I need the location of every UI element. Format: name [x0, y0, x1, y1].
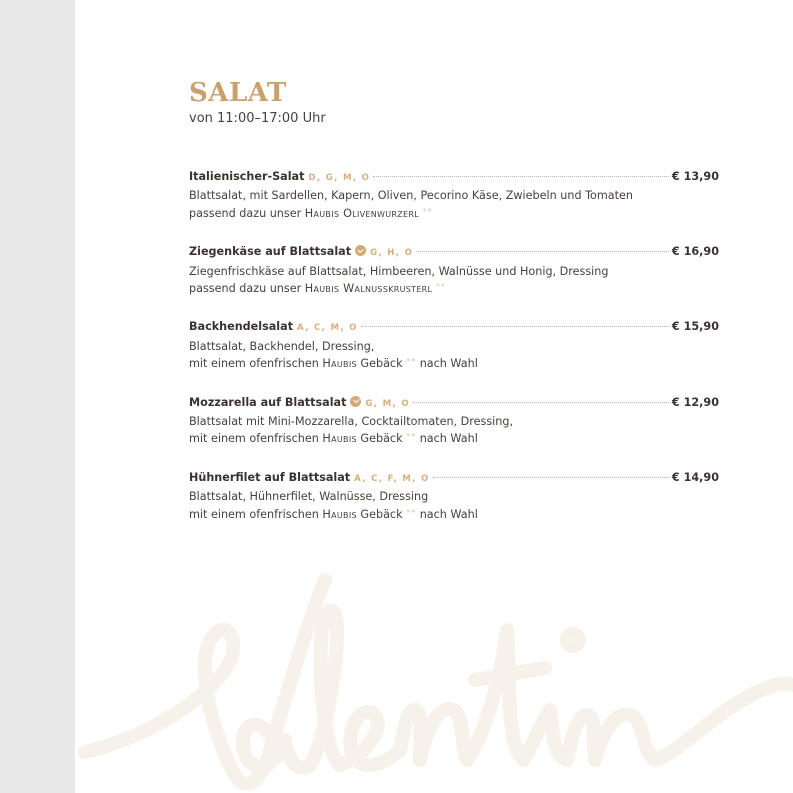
menu-item-name: Backhendelsalat — [189, 320, 294, 334]
menu-item-price: € 13,90 — [671, 170, 719, 183]
menu-item-description: Ziegenfrischkäse auf Blattsalat, Himbeeren, Walnüsse und Honig, Dressing — [189, 264, 609, 278]
menu-item — [189, 243, 719, 298]
menu-item-pairing — [189, 506, 719, 524]
serving-hours: von 11:00–17:00 Uhr — [189, 111, 326, 126]
menu-item-price: € 16,90 — [671, 245, 719, 259]
pairing-text: mit einem ofenfrischen — [189, 507, 319, 521]
pairing-brand: Haubis — [322, 432, 357, 446]
footnote-stars: ** — [435, 282, 446, 292]
left-gray-strip — [0, 0, 75, 793]
menu-item-name: Hühnerfilet auf Blattsalat — [189, 470, 351, 484]
menu-item-header — [189, 168, 719, 187]
footnote-stars: ** — [422, 206, 433, 216]
pairing-product: Gebäck — [360, 357, 403, 371]
pairing-text: mit einem ofenfrischen — [189, 432, 319, 446]
dot-leader — [413, 402, 669, 403]
footnote-stars: ** — [406, 432, 417, 442]
menu-item-description: Blattsalat, Backhendel, Dressing, — [189, 339, 375, 353]
pairing-choice: nach Wahl — [419, 432, 478, 446]
pairing-choice: nach Wahl — [419, 357, 478, 371]
menu-item-description: Blattsalat, mit Sardellen, Kapern, Oliven, Pecorino Käse, Zwiebeln und Tomaten — [189, 189, 633, 203]
footnote-stars: ** — [406, 507, 417, 517]
menu-item — [189, 469, 719, 524]
dot-leader — [361, 326, 669, 327]
pairing-text: mit einem ofenfrischen — [189, 357, 319, 371]
menu-item-name: Ziegenkäse auf Blattsalat — [189, 245, 352, 259]
pairing-brand: Haubis Olivenwurzerl — [304, 206, 420, 220]
dot-leader — [416, 251, 669, 252]
menu-item-header — [189, 243, 719, 262]
footnote-stars: ** — [406, 357, 417, 367]
section-title: SALAT — [189, 78, 287, 108]
menu-item-price: € 15,90 — [671, 320, 719, 334]
valentin-script-watermark — [75, 560, 793, 793]
pairing-product: Gebäck — [360, 507, 403, 521]
menu-item-header — [189, 394, 719, 413]
menu-item-header — [189, 469, 719, 488]
menu-item-pairing — [189, 205, 719, 223]
allergen-codes: D, G, M, O — [308, 173, 371, 183]
pairing-text: passend dazu unser — [189, 282, 302, 296]
pairing-text: passend dazu unser — [189, 206, 302, 220]
menu-item-name: Italienischer-Salat — [189, 170, 305, 183]
menu-item-pairing — [189, 430, 719, 448]
menu-section — [189, 78, 719, 544]
pairing-brand: Haubis — [322, 507, 357, 521]
pairing-choice: nach Wahl — [419, 507, 478, 521]
allergen-codes: G, M, O — [365, 398, 410, 409]
dot-leader — [433, 477, 669, 478]
menu-item-pairing — [189, 280, 719, 298]
vegetarian-leaf-icon — [350, 396, 361, 407]
menu-item — [189, 318, 719, 373]
vegetarian-leaf-icon — [355, 245, 366, 256]
pairing-product: Gebäck — [360, 432, 403, 446]
pairing-brand: Haubis Walnusskrusterl — [304, 282, 433, 296]
pairing-brand: Haubis — [322, 357, 357, 371]
dot-leader — [373, 176, 669, 177]
menu-item — [189, 168, 719, 223]
menu-item-pairing — [189, 355, 719, 373]
menu-item-description: Blattsalat mit Mini-Mozzarella, Cocktailtomaten, Dressing, — [189, 415, 514, 429]
menu-item-price: € 14,90 — [671, 470, 719, 484]
menu-item-price: € 12,90 — [671, 395, 719, 409]
menu-item-header — [189, 318, 719, 337]
allergen-codes: G, H, O — [370, 248, 414, 259]
menu-item — [189, 394, 719, 449]
menu-item-description: Blattsalat, Hühnerfilet, Walnüsse, Dressing — [189, 490, 429, 504]
menu-items-list — [189, 168, 719, 524]
allergen-codes: A, C, F, M, O — [354, 473, 430, 484]
watermark-signature-graphic — [75, 560, 793, 793]
menu-item-name: Mozzarella auf Blattsalat — [189, 395, 347, 409]
allergen-codes: A, C, M, O — [297, 323, 358, 334]
